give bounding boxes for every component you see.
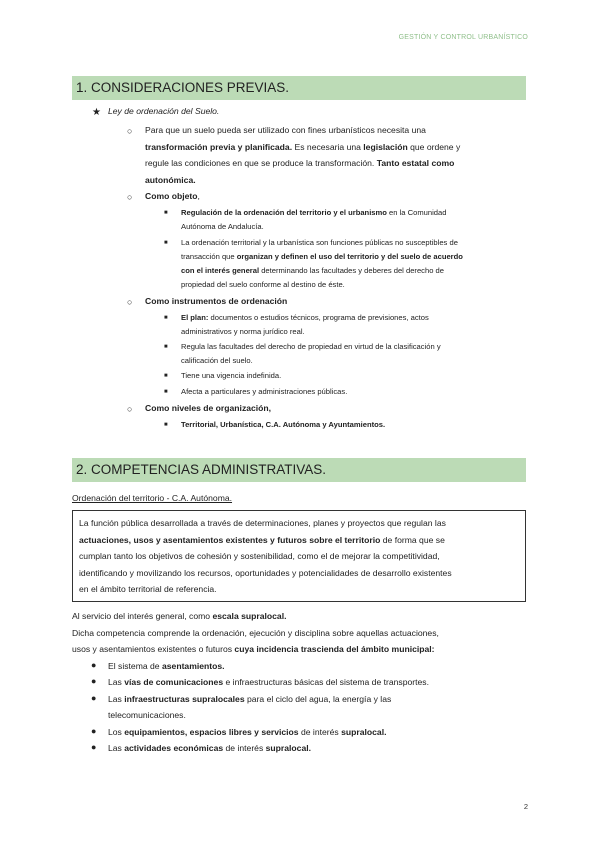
bold-text: Como objeto bbox=[145, 191, 198, 201]
dot-bullet-icon: ● bbox=[91, 676, 97, 686]
bold-text: actuaciones, usos y asentamientos existentes y futuros sobre el territorio bbox=[79, 534, 381, 545]
bold-text: asentamientos. bbox=[161, 661, 225, 671]
text: e infraestructuras básicas del sistema de transportes. bbox=[223, 677, 429, 687]
list-item bbox=[108, 741, 311, 756]
list-item-line: calificación del suelo. bbox=[181, 356, 253, 365]
bold-text: Regulación de la ordenación del territorio y el urbanismo bbox=[181, 208, 387, 217]
paragraph-line bbox=[145, 156, 454, 171]
circle-bullet-icon: ○ bbox=[127, 297, 133, 307]
list-item-line: administrativos y norma jurídico real. bbox=[181, 327, 305, 336]
text: regule las condiciones en que se produce la transformación. bbox=[145, 158, 377, 168]
square-bullet-icon: ■ bbox=[164, 240, 168, 246]
box-line: La función pública desarrollada a través de determinaciones, planes y proyectos que regulan las bbox=[79, 518, 446, 528]
list-item bbox=[108, 692, 526, 707]
text: transacción que bbox=[181, 252, 237, 261]
bold-text: legislación bbox=[363, 142, 408, 152]
bold-text: supralocal. bbox=[341, 727, 387, 737]
square-bullet-icon: ■ bbox=[164, 389, 168, 395]
circle-bullet-icon: ○ bbox=[127, 192, 133, 202]
bold-text: con el interés general bbox=[181, 266, 260, 275]
bold-text: equipamientos, espacios libres y servicios bbox=[124, 727, 299, 737]
subsection-title: Ordenación del territorio - C.A. Autónoma. bbox=[72, 493, 233, 503]
text: Las bbox=[108, 743, 125, 753]
list-item: Tiene una vigencia indefinida. bbox=[181, 371, 282, 380]
definition-box bbox=[72, 510, 526, 602]
text: para el ciclo del agua, la energía y las bbox=[244, 694, 392, 704]
text: usos y asentamientos existentes o futuros bbox=[72, 644, 235, 654]
list-item-line: Autónoma de Andalucía. bbox=[181, 222, 264, 231]
bold-text: infraestructuras supralocales bbox=[124, 694, 245, 704]
text: Al servicio del interés general, como bbox=[72, 611, 213, 621]
bold-text: El plan: bbox=[181, 313, 209, 322]
circle-bullet-icon: ○ bbox=[127, 126, 133, 136]
text: Las bbox=[108, 677, 125, 687]
section-2-title: 2. COMPETENCIAS ADMINISTRATIVAS. bbox=[72, 458, 526, 482]
list-item bbox=[181, 311, 526, 325]
circle-bullet-icon: ○ bbox=[127, 404, 133, 414]
paragraph-line bbox=[145, 140, 460, 155]
bold-text: transformación previa y planificada. bbox=[145, 142, 293, 152]
list-item-line: propiedad del suelo conforme al destino de éste. bbox=[181, 280, 345, 289]
list-item bbox=[108, 659, 225, 674]
list-item bbox=[108, 725, 386, 740]
text: determinando las facultades y deberes del derecho de bbox=[259, 266, 444, 275]
text: Las bbox=[108, 694, 125, 704]
text: El sistema de bbox=[108, 661, 162, 671]
bold-text: vías de comunicaciones bbox=[124, 677, 224, 687]
bold-text: supralocal. bbox=[265, 743, 312, 753]
box-line: en el ámbito territorial de referencia. bbox=[79, 584, 217, 594]
instrumentos-heading: Como instrumentos de ordenación bbox=[145, 296, 288, 306]
star-bullet-icon: ★ bbox=[92, 107, 101, 118]
dot-bullet-icon: ● bbox=[91, 693, 97, 703]
text: Los bbox=[108, 727, 125, 737]
list-item-line: telecomunicaciones. bbox=[108, 710, 186, 720]
square-bullet-icon: ■ bbox=[164, 422, 168, 428]
text: de interés bbox=[223, 743, 266, 753]
page-number: 2 bbox=[523, 802, 528, 811]
list-item-line bbox=[181, 264, 444, 278]
bold-text: Tanto estatal como bbox=[376, 158, 455, 168]
paragraph-line: Para que un suelo pueda ser utilizado con fines urbanísticos necesita una bbox=[145, 125, 426, 135]
square-bullet-icon: ■ bbox=[164, 344, 168, 350]
bold-text: cuya incidencia trascienda del ámbito municipal: bbox=[234, 644, 435, 654]
box-line: identificando y movilizando los recursos, oportunidades y potencialidades de desarrollo existentes bbox=[79, 567, 452, 578]
square-bullet-icon: ■ bbox=[164, 315, 168, 321]
dot-bullet-icon: ● bbox=[91, 742, 97, 752]
text: , bbox=[197, 191, 200, 201]
text: que ordene y bbox=[407, 142, 461, 152]
paragraph-line: autonómica. bbox=[145, 175, 196, 185]
list-item: Afecta a particulares y administraciones públicas. bbox=[181, 387, 348, 396]
box-line: cumplan tanto los objetivos de cohesión y sostenibilidad, como el de mejorar la competitividad, bbox=[79, 551, 440, 561]
dot-bullet-icon: ● bbox=[91, 726, 97, 736]
section-1-title: 1. CONSIDERACIONES PREVIAS. bbox=[72, 76, 526, 100]
list-item: Regula las facultades del derecho de propiedad en virtud de la clasificación y bbox=[181, 342, 441, 351]
paragraph-line bbox=[72, 609, 286, 624]
bold-text: escala supralocal. bbox=[212, 611, 287, 621]
text: Es necesaria una bbox=[292, 142, 364, 152]
box-line bbox=[79, 532, 519, 549]
square-bullet-icon: ■ bbox=[164, 210, 168, 216]
list-item bbox=[108, 675, 429, 690]
objeto-heading bbox=[145, 189, 200, 204]
dot-bullet-icon: ● bbox=[91, 660, 97, 670]
text: de interés bbox=[298, 727, 342, 737]
paragraph-line: Dicha competencia comprende la ordenación, ejecución y disciplina sobre aquellas actuaciones, bbox=[72, 628, 439, 638]
list-item bbox=[181, 206, 446, 220]
text: documentos o estudios técnicos, programa de previsiones, actos bbox=[208, 313, 429, 322]
running-header: GESTIÓN Y CONTROL URBANÍSTICO bbox=[398, 34, 528, 41]
list-item: La ordenación territorial y la urbanística son funciones públicas no susceptibles de bbox=[181, 238, 458, 247]
niveles-heading: Como niveles de organización, bbox=[145, 403, 272, 413]
law-item: Ley de ordenación del Suelo. bbox=[108, 106, 220, 116]
paragraph-line bbox=[72, 642, 435, 657]
list-item: Territorial, Urbanística, C.A. Autónoma y Ayuntamientos. bbox=[181, 420, 386, 429]
list-item-line bbox=[181, 250, 463, 264]
bold-text: organizan y definen el uso del territorio y del suelo de acuerdo bbox=[236, 252, 463, 261]
square-bullet-icon: ■ bbox=[164, 373, 168, 379]
text: en la Comunidad bbox=[386, 208, 447, 217]
bold-text: actividades económicas bbox=[124, 743, 224, 753]
text: de forma que se bbox=[380, 534, 445, 545]
